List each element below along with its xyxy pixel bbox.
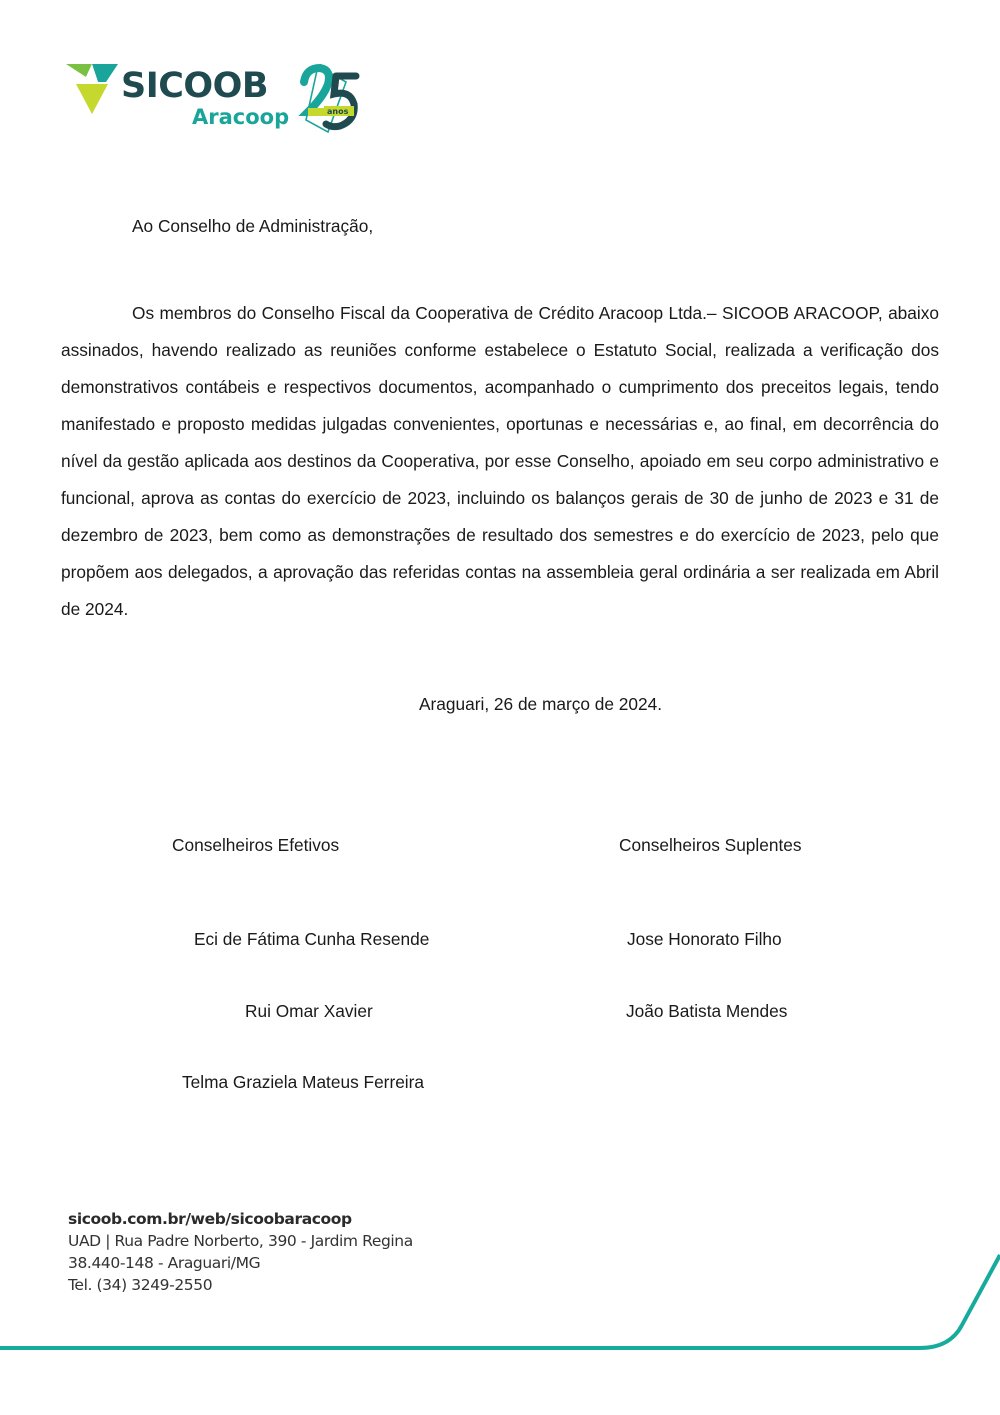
signatory-name: Telma Graziela Mateus Ferreira bbox=[182, 1072, 425, 1092]
letter-body: Os membros do Conselho Fiscal da Cooperativa de Crédito Aracoop Ltda.– SICOOB ARACOOP, abaixo assinados, havendo realizado as reuniões conforme estabelece o Estatuto Social, realizada a verificação dos demonstrativos contábeis e respectivos documentos, acompanhado o cumprimento dos preceitos legais, tendo manifestado e proposto medidas julgadas convenientes, oportunas e necessárias e, ao final, em decorrência do nível da gestão aplicada aos destinos da Cooperativa, por esse Conselho, apoiado em seu corpo administrativo e funcional, aprova as contas do exercício de 2023, incluindo os balanços gerais de 30 de junho de 2023 e 31 de dezembro de 2023, bem como as demonstrações de resultado dos semestres e do exercício de 2023, pelo que propõem aos delegados, a aprovação das referidas contas na assembleia geral ordinária a ser realizada em Abril de 2024. bbox=[61, 303, 939, 619]
footer-city: 38.440-148 - Araguari/MG bbox=[68, 1254, 261, 1272]
letter-greeting: Ao Conselho de Administração, bbox=[132, 216, 374, 236]
substitute-members-heading: Conselheiros Suplentes bbox=[619, 835, 802, 855]
signatory-name: João Batista Mendes bbox=[626, 1001, 788, 1021]
anniversary-label: anos bbox=[327, 107, 349, 116]
signatory-name: Jose Honorato Filho bbox=[627, 929, 782, 949]
footer-phone: Tel. (34) 3249-2550 bbox=[68, 1276, 213, 1294]
letter-date: Araguari, 26 de março de 2024. bbox=[419, 694, 663, 714]
effective-members-heading: Conselheiros Efetivos bbox=[172, 835, 340, 855]
footer-address: UAD | Rua Padre Norberto, 390 - Jardim Regina bbox=[68, 1232, 413, 1250]
signatory-name: Eci de Fátima Cunha Resende bbox=[194, 929, 430, 949]
footer-website-link[interactable]: sicoob.com.br/web/sicoobaracoop bbox=[68, 1210, 352, 1228]
signatory-name: Rui Omar Xavier bbox=[245, 1001, 373, 1021]
brand-subtitle: Aracoop bbox=[192, 105, 290, 129]
brand-name: SICOOB bbox=[121, 66, 269, 106]
